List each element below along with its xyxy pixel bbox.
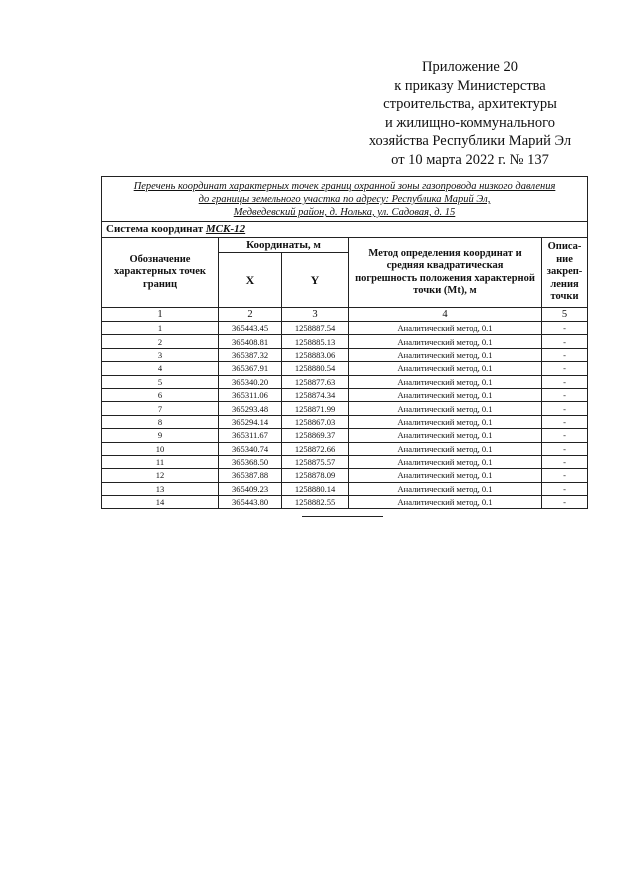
- cell-method: Аналитический метод, 0.1: [349, 362, 542, 375]
- cell-description: -: [542, 362, 588, 375]
- table-row: [102, 469, 588, 482]
- cell-description: -: [542, 442, 588, 455]
- cell-method: Аналитический метод, 0.1: [349, 496, 542, 509]
- cell-description: -: [542, 455, 588, 468]
- cell-x: 365443.80: [219, 496, 282, 509]
- header-coordinates: Координаты, м: [219, 238, 349, 253]
- cell-description: -: [542, 469, 588, 482]
- cell-description: -: [542, 402, 588, 415]
- cell-x: 365311.06: [219, 388, 282, 401]
- system-value: МСК-12: [205, 223, 246, 235]
- caption-line: Перечень координат характерных точек границ охранной зоны газопровода низкого давления: [133, 181, 556, 192]
- header-method: Метод определения координат и средняя квадратическая погрешность положения характерной точки (Mt), м: [349, 238, 542, 308]
- cell-point-number: 8: [102, 415, 219, 428]
- cell-method: Аналитический метод, 0.1: [349, 482, 542, 495]
- system-row: [102, 222, 588, 238]
- cell-description: -: [542, 388, 588, 401]
- cell-description: -: [542, 375, 588, 388]
- cell-description: -: [542, 496, 588, 509]
- table-row: [102, 388, 588, 401]
- cell-description: -: [542, 322, 588, 335]
- header-designation: Обозначение характерных точек границ: [102, 238, 219, 308]
- cell-y: 1258867.03: [282, 415, 349, 428]
- cell-x: 365311.67: [219, 429, 282, 442]
- cell-y: 1258880.14: [282, 482, 349, 495]
- cell-y: 1258885.13: [282, 335, 349, 348]
- cell-point-number: 9: [102, 429, 219, 442]
- cell-y: 1258871.99: [282, 402, 349, 415]
- cell-method: Аналитический метод, 0.1: [349, 469, 542, 482]
- cell-method: Аналитический метод, 0.1: [349, 455, 542, 468]
- cell-point-number: 6: [102, 388, 219, 401]
- cell-y: 1258880.54: [282, 362, 349, 375]
- header-y: Y: [282, 253, 349, 308]
- cell-x: 365293.48: [219, 402, 282, 415]
- cell-method: Аналитический метод, 0.1: [349, 429, 542, 442]
- column-number: 3: [282, 308, 349, 322]
- caption-line: до границы земельного участка по адресу: Республика Марий Эл,: [198, 194, 491, 205]
- cell-point-number: 4: [102, 362, 219, 375]
- table-row: [102, 482, 588, 495]
- cell-method: Аналитический метод, 0.1: [349, 375, 542, 388]
- cell-y: 1258875.57: [282, 455, 349, 468]
- cell-point-number: 11: [102, 455, 219, 468]
- cell-y: 1258869.37: [282, 429, 349, 442]
- appendix-header: [360, 58, 580, 169]
- appendix-line: строительства, архитектуры: [383, 96, 557, 112]
- cell-x: 365409.23: [219, 482, 282, 495]
- cell-x: 365387.88: [219, 469, 282, 482]
- caption-row: [102, 177, 588, 222]
- cell-method: Аналитический метод, 0.1: [349, 442, 542, 455]
- table-row: [102, 375, 588, 388]
- cell-point-number: 13: [102, 482, 219, 495]
- cell-y: 1258883.06: [282, 348, 349, 361]
- column-number: 4: [349, 308, 542, 322]
- cell-y: 1258882.55: [282, 496, 349, 509]
- table-row: [102, 348, 588, 361]
- table-caption: [102, 177, 588, 222]
- cell-y: 1258874.34: [282, 388, 349, 401]
- column-number: 5: [542, 308, 588, 322]
- caption-line: Медведевский район, д. Нолька, ул. Садовая, д. 15: [233, 207, 456, 218]
- table-row: [102, 335, 588, 348]
- cell-y: 1258877.63: [282, 375, 349, 388]
- table-row: [102, 415, 588, 428]
- appendix-line: от 10 марта 2022 г. № 137: [391, 151, 549, 168]
- cell-point-number: 3: [102, 348, 219, 361]
- cell-x: 365387.32: [219, 348, 282, 361]
- table-row: [102, 429, 588, 442]
- cell-x: 365443.45: [219, 322, 282, 335]
- header-x: X: [219, 253, 282, 308]
- cell-point-number: 1: [102, 322, 219, 335]
- header-row: [102, 238, 588, 253]
- system-label: Система координат: [106, 223, 206, 235]
- cell-description: -: [542, 335, 588, 348]
- column-numbers-row: [102, 308, 588, 322]
- cell-description: -: [542, 415, 588, 428]
- cell-description: -: [542, 348, 588, 361]
- appendix-line: Приложение 20: [422, 59, 518, 75]
- cell-y: 1258887.54: [282, 322, 349, 335]
- table-row: [102, 442, 588, 455]
- cell-method: Аналитический метод, 0.1: [349, 348, 542, 361]
- column-number: 1: [102, 308, 219, 322]
- appendix-line: и жилищно-коммунального: [384, 114, 556, 131]
- header-description: Описа-ние закреп-ления точки: [542, 238, 588, 308]
- cell-method: Аналитический метод, 0.1: [349, 402, 542, 415]
- table-row: [102, 455, 588, 468]
- cell-point-number: 7: [102, 402, 219, 415]
- appendix-line: к приказу Министерства: [394, 77, 546, 94]
- cell-method: Аналитический метод, 0.1: [349, 415, 542, 428]
- cell-point-number: 14: [102, 496, 219, 509]
- cell-x: 365368.50: [219, 455, 282, 468]
- cell-point-number: 12: [102, 469, 219, 482]
- cell-x: 365367.91: [219, 362, 282, 375]
- cell-description: -: [542, 429, 588, 442]
- cell-y: 1258878.09: [282, 469, 349, 482]
- column-number: 2: [219, 308, 282, 322]
- cell-point-number: 2: [102, 335, 219, 348]
- coordinate-system: [102, 222, 588, 238]
- cell-description: -: [542, 482, 588, 495]
- cell-method: Аналитический метод, 0.1: [349, 388, 542, 401]
- cell-point-number: 5: [102, 375, 219, 388]
- cell-x: 365340.74: [219, 442, 282, 455]
- table-row: [102, 322, 588, 335]
- cell-y: 1258872.66: [282, 442, 349, 455]
- cell-x: 365340.20: [219, 375, 282, 388]
- table-row: [102, 362, 588, 375]
- cell-point-number: 10: [102, 442, 219, 455]
- appendix-line: хозяйства Республики Марий Эл: [368, 133, 572, 149]
- signature-divider: [302, 516, 383, 517]
- table-row: [102, 496, 588, 509]
- cell-x: 365294.14: [219, 415, 282, 428]
- cell-x: 365408.81: [219, 335, 282, 348]
- coordinates-table: [101, 176, 588, 509]
- table-row: [102, 402, 588, 415]
- cell-method: Аналитический метод, 0.1: [349, 322, 542, 335]
- cell-method: Аналитический метод, 0.1: [349, 335, 542, 348]
